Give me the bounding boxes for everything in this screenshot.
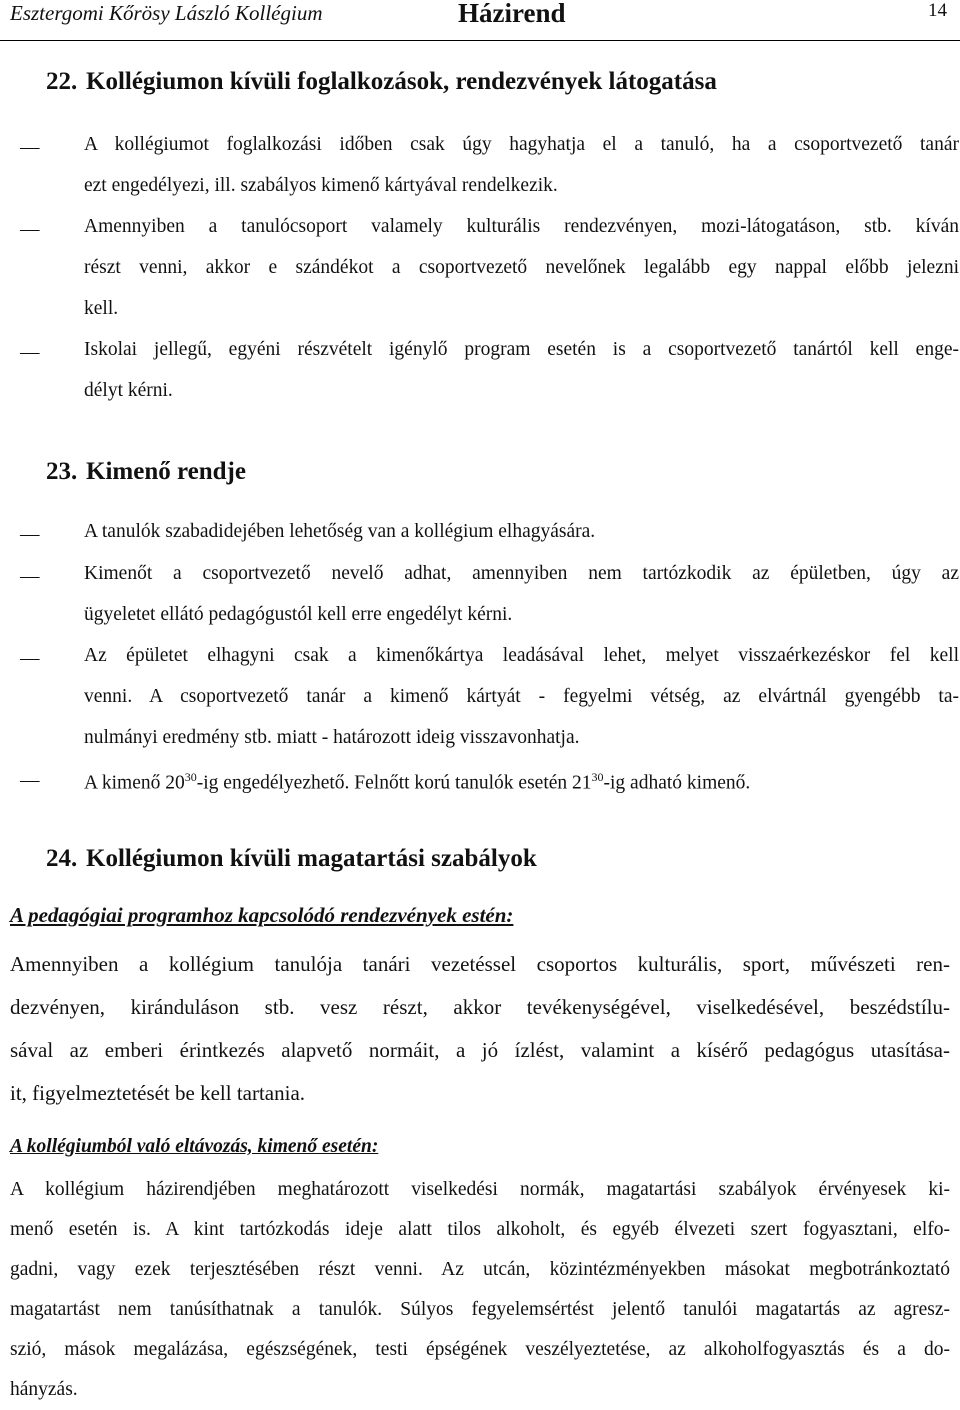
text-run: -ig adható kimenő. xyxy=(603,772,751,794)
dash-bullet: — xyxy=(20,770,40,791)
paragraph-line: A kollégium házirendjében meghatározott viselkedési normák, magatartási szabályok érvényesek ki- xyxy=(10,1179,950,1200)
dash-bullet: — xyxy=(20,219,40,240)
header-school-name: Esztergomi Kőrösy László Kollégium xyxy=(10,1,323,25)
item-line: részt venni, akkor e szándékot a csoportvezető nevelőnek legalább egy nappal előbb jelezni xyxy=(84,257,959,278)
item-line: kell. xyxy=(84,298,119,319)
section-number: 24. xyxy=(46,845,78,872)
subheading: A kollégiumból való eltávozás, kimenő esetén: xyxy=(10,1136,379,1157)
dash-bullet: — xyxy=(20,524,40,545)
paragraph-line: gadni, vagy ezek terjesztésében részt venni. Az utcán, közintézményekben másokat megbotránkoztató xyxy=(10,1259,950,1280)
dash-bullet: — xyxy=(20,342,40,363)
page-number: 14 xyxy=(928,0,947,21)
item-line: venni. A csoportvezető tanár a kimenő kártyát - fegyelmi vétség, az elvártnál gyengébb ta- xyxy=(84,686,959,707)
item-line: Kimenőt a csoportvezető nevelő adhat, amennyiben nem tartózkodik az épületben, úgy az xyxy=(84,563,959,584)
item-line: délyt kérni. xyxy=(84,380,173,401)
paragraph-line: hányzás. xyxy=(10,1379,78,1400)
section-number: 23. xyxy=(46,458,78,485)
subheading: A pedagógiai programhoz kapcsolódó rendezvények estén: xyxy=(10,903,514,927)
section-24-heading xyxy=(46,845,537,873)
paragraph-line: sával az emberi érintkezés alapvető normáit, a jó ízlést, valamint a kísérő pedagógus utasítása- xyxy=(10,1038,950,1062)
paragraph-line: menő esetén is. A kint tartózkodás ideje alatt tilos alkoholt, és egyéb élvezeti szert fogyasztani, elfo- xyxy=(10,1219,950,1240)
item-line: Az épületet elhagyni csak a kimenőkártya leadásával lehet, melyet visszaérkezéskor fel kell xyxy=(84,645,959,666)
section-title: Kimenő rendje xyxy=(86,458,246,485)
item-line: Iskolai jellegű, egyéni részvételt igénylő program esetén is a csoportvezető tanártól kell enge- xyxy=(84,339,959,360)
item-line xyxy=(84,757,959,804)
item-line: A kollégiumot foglalkozási időben csak úgy hagyhatja el a tanuló, ha a csoportvezető tanár xyxy=(84,134,959,155)
header-title: Házirend xyxy=(458,0,566,28)
item-line: Amennyiben a tanulócsoport valamely kulturális rendezvényen, mozi-látogatáson, stb. kíván xyxy=(84,216,959,237)
text-run: -ig engedélyezhető. Felnőtt korú tanulók esetén 21 xyxy=(196,772,592,794)
paragraph-line: szió, mások megalázása, egészségének, testi épségének veszélyeztetése, az alkoholfogyasztás és a do- xyxy=(10,1339,950,1360)
item-line: ügyeletet ellátó pedagógustól kell erre engedélyt kérni. xyxy=(84,604,513,625)
dash-bullet: — xyxy=(20,648,40,669)
text-run: A kimenő 20 xyxy=(84,772,185,794)
paragraph xyxy=(10,1170,950,1410)
section-number: 22. xyxy=(46,68,78,95)
page-header xyxy=(0,0,960,41)
paragraph-line: Amennyiben a kollégium tanulója tanári vezetéssel csoportos kulturális, sport, művészeti ren- xyxy=(10,952,950,976)
section-title: Kollégiumon kívüli foglalkozások, rendezvények látogatása xyxy=(86,68,717,95)
section-23-heading xyxy=(46,458,246,486)
superscript: 30 xyxy=(591,770,604,784)
section-title: Kollégiumon kívüli magatartási szabályok xyxy=(86,845,537,872)
item-line: ezt engedélyezi, ill. szabályos kimenő kártyával rendelkezik. xyxy=(84,175,558,196)
item-line: nulmányi eredmény stb. miatt - határozott ideig visszavonhatja. xyxy=(84,727,580,748)
dash-bullet: — xyxy=(20,566,40,587)
paragraph-line: magatartást nem tanúsíthatnak a tanulók. Súlyos fegyelemsértést jelentő tanulói magatartás az agresz- xyxy=(10,1299,950,1320)
dash-bullet: — xyxy=(20,137,40,158)
paragraph xyxy=(10,943,950,1115)
section-22-heading xyxy=(46,68,717,96)
item-line: A tanulók szabadidejében lehetőség van a kollégium elhagyására. xyxy=(84,521,596,542)
paragraph-line: dezvényen, kiránduláson stb. vesz részt, akkor tevékenységével, viselkedésével, beszédstílu- xyxy=(10,995,950,1019)
superscript: 30 xyxy=(184,770,197,784)
paragraph-line: it, figyelmeztetését be kell tartania. xyxy=(10,1081,306,1105)
